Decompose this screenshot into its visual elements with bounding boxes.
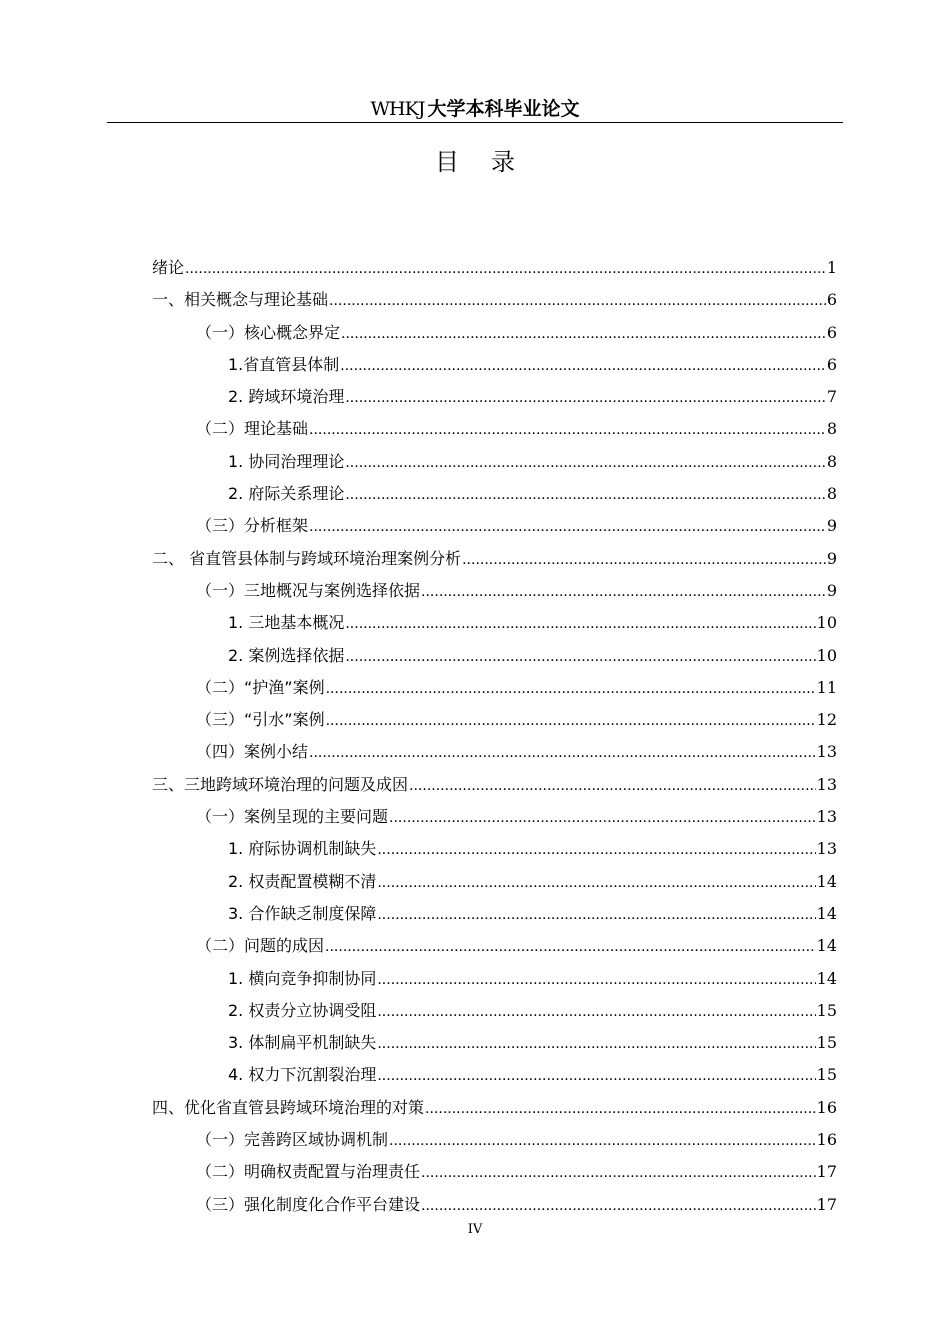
toc-dot-leader: [389, 1125, 816, 1157]
toc-dot-leader: [325, 931, 816, 963]
toc-entry[interactable]: [152, 381, 837, 413]
toc-entry[interactable]: [152, 607, 837, 639]
toc-entry-label: （三）分析框架: [196, 516, 309, 536]
toc-entry[interactable]: [152, 898, 837, 930]
toc-entry-label: 1. 府际协调机制缺失: [228, 839, 377, 859]
toc-dot-leader: [377, 1060, 815, 1092]
toc-entry-label: 绪论: [152, 258, 185, 277]
toc-entry-page: 8: [826, 484, 837, 504]
page-number: IV: [467, 1222, 483, 1237]
toc-dot-leader: [377, 964, 815, 996]
toc-entry[interactable]: [152, 413, 837, 445]
toc-entry-page: 6: [826, 354, 837, 374]
toc-entry-page: 7: [826, 387, 837, 407]
toc-entry-page: 8: [826, 451, 837, 471]
toc-dot-leader: [345, 641, 815, 673]
toc-dot-leader: [377, 996, 815, 1028]
toc-dot-leader: [345, 382, 825, 414]
toc-entry-page: 9: [826, 548, 837, 568]
toc-dot-leader: [377, 899, 815, 931]
toc-entry-label: 1. 协同治理理论: [228, 451, 345, 471]
toc-entry-page: 14: [816, 936, 837, 956]
toc-entry-label: 1. 横向竞争抑制协同: [228, 968, 377, 988]
toc-entry-page: 13: [816, 774, 837, 794]
toc-dot-leader: [377, 867, 815, 899]
toc-entry-page: 16: [816, 1097, 837, 1117]
toc-dot-leader: [389, 802, 816, 834]
toc-entry-label: （一）案例呈现的主要问题: [196, 807, 389, 827]
toc-dot-leader: [329, 285, 826, 317]
header-latin-text: WHKJ: [370, 98, 425, 120]
toc-entry-page: 14: [816, 968, 837, 988]
toc-entry-label: （二）理论基础: [196, 419, 309, 439]
toc-entry-label: 一、相关概念与理论基础: [152, 290, 329, 310]
toc-entry-label: 2. 权责分立协调受阻: [228, 1000, 377, 1020]
toc-entry-label: （三）“引水”案例: [196, 710, 325, 730]
toc-entry-label: （三）强化制度化合作平台建设: [196, 1194, 421, 1214]
toc-entry[interactable]: [152, 640, 837, 672]
toc-entry[interactable]: [152, 704, 837, 736]
toc-entry-label: 四、优化省直管县跨域环境治理的对策: [152, 1097, 425, 1117]
toc-entry-label: 1.省直管县体制: [228, 354, 340, 374]
toc-entry-page: 10: [816, 613, 837, 633]
toc-entry-label: 1. 三地基本概况: [228, 613, 345, 633]
toc-entry-label: 2. 跨域环境治理: [228, 387, 345, 407]
toc-entry[interactable]: [152, 1027, 837, 1059]
toc-dot-leader: [425, 1093, 816, 1125]
toc-entry-page: 17: [816, 1194, 837, 1214]
toc-entry-page: 10: [816, 645, 837, 665]
toc-dot-leader: [409, 770, 816, 802]
toc-entry-label: 4. 权力下沉割裂治理: [228, 1065, 377, 1085]
toc-entry-page: 16: [816, 1130, 837, 1150]
toc-entry-page: 15: [816, 1033, 837, 1053]
toc-entry[interactable]: [152, 1189, 837, 1221]
toc-entry-label: （一）三地概况与案例选择依据: [196, 580, 421, 600]
toc-entry-page: 6: [826, 290, 837, 310]
toc-entry[interactable]: [152, 1156, 837, 1188]
toc-dot-leader: [421, 1157, 816, 1189]
toc-entry-label: （二）明确权责配置与治理责任: [196, 1162, 421, 1182]
toc-dot-leader: [340, 350, 826, 382]
toc-entry-page: 12: [816, 710, 837, 730]
toc-entry[interactable]: [152, 866, 837, 898]
toc-entry[interactable]: [152, 672, 837, 704]
toc-entry[interactable]: [152, 284, 837, 316]
toc-entry-page: 13: [816, 839, 837, 859]
toc-entry[interactable]: [152, 736, 837, 768]
toc-entry-page: 15: [816, 1065, 837, 1085]
toc-entry-label: 2. 府际关系理论: [228, 484, 345, 504]
toc-entry-label: （一）完善跨区域协调机制: [196, 1130, 389, 1150]
toc-entry-label: 三、三地跨域环境治理的问题及成因: [152, 774, 409, 794]
toc-entry-label: 2. 权责配置模糊不清: [228, 871, 377, 891]
toc-entry-page: 13: [816, 807, 837, 827]
toc-entry[interactable]: [152, 543, 837, 575]
toc-entry[interactable]: [152, 833, 837, 865]
toc-entry[interactable]: [152, 575, 837, 607]
toc-dot-leader: [309, 511, 826, 543]
toc-title: 目录: [435, 148, 547, 176]
toc-entry-label: 3. 体制扁平机制缺失: [228, 1033, 377, 1053]
toc-dot-leader: [185, 253, 826, 285]
toc-entry[interactable]: [152, 1124, 837, 1156]
toc-dot-leader: [326, 705, 816, 737]
toc-entry-page: 1: [826, 258, 837, 277]
toc-entry-page: 17: [816, 1162, 837, 1182]
toc-entry[interactable]: [152, 478, 837, 510]
toc-list: [152, 252, 837, 1221]
toc-entry-label: 2. 案例选择依据: [228, 645, 345, 665]
toc-entry-page: 11: [816, 677, 837, 697]
toc-entry-label: （二）“护渔”案例: [196, 677, 325, 697]
toc-dot-leader: [462, 544, 826, 576]
toc-entry-label: 二、 省直管县体制与跨域环境治理案例分析: [152, 548, 462, 568]
toc-entry-label: （四）案例小结: [196, 742, 309, 762]
toc-entry[interactable]: [152, 930, 837, 962]
toc-entry-label: （一）核心概念界定: [196, 322, 341, 342]
toc-entry[interactable]: [152, 1092, 837, 1124]
toc-entry[interactable]: [152, 446, 837, 478]
toc-entry[interactable]: [152, 252, 837, 284]
toc-dot-leader: [326, 673, 816, 705]
toc-entry[interactable]: [152, 510, 837, 542]
toc-entry[interactable]: [152, 801, 837, 833]
toc-entry[interactable]: [152, 349, 837, 381]
toc-dot-leader: [345, 447, 825, 479]
toc-dot-leader: [345, 479, 825, 511]
toc-entry[interactable]: [152, 317, 837, 349]
toc-entry-label: （二）问题的成因: [196, 936, 325, 956]
toc-dot-leader: [421, 576, 826, 608]
toc-dot-leader: [377, 834, 815, 866]
toc-dot-leader: [421, 1190, 816, 1222]
toc-dot-leader: [341, 318, 826, 350]
toc-entry-page: 9: [826, 516, 837, 536]
toc-dot-leader: [309, 414, 826, 446]
toc-entry-page: 9: [826, 580, 837, 600]
toc-entry-page: 13: [816, 742, 837, 762]
toc-entry-page: 8: [826, 419, 837, 439]
toc-dot-leader: [377, 1028, 815, 1060]
toc-dot-leader: [345, 608, 815, 640]
toc-entry[interactable]: [152, 1059, 837, 1091]
toc-entry[interactable]: [152, 995, 837, 1027]
toc-dot-leader: [309, 737, 816, 769]
header-title: 大学本科毕业论文: [427, 98, 580, 120]
toc-entry[interactable]: [152, 963, 837, 995]
toc-entry-page: 15: [816, 1000, 837, 1020]
toc-entry-page: 14: [816, 903, 837, 923]
page-header: [107, 96, 843, 123]
toc-entry-page: 6: [826, 322, 837, 342]
toc-entry[interactable]: [152, 769, 837, 801]
toc-entry-label: 3. 合作缺乏制度保障: [228, 903, 377, 923]
toc-entry-page: 14: [816, 871, 837, 891]
